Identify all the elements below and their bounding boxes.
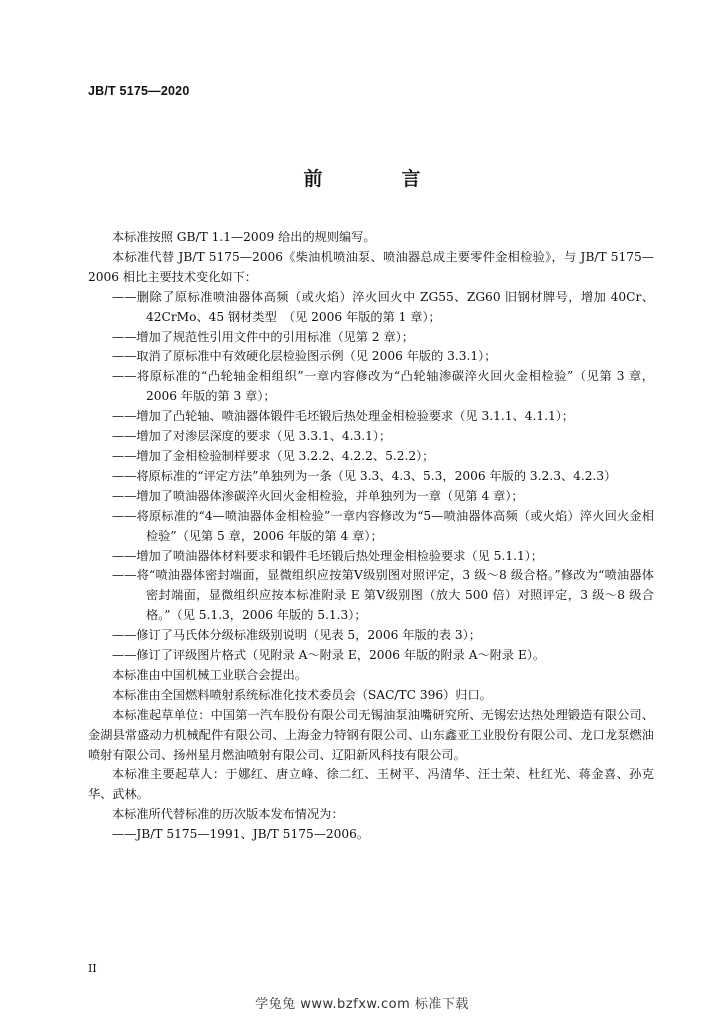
- change-item: ——删除了原标准喷油器体高频（或火焰）淬火回火中 ZG55、ZG60 旧钢材牌号，增加 40Cr、42CrMo、45 钢材类型 （见 2006 年版的第 1 章）；: [112, 289, 654, 324]
- paragraph-under-jurisdiction: 本标准由全国燃料喷射系统标准化技术委员会（SAC/TC 396）归口。: [112, 687, 492, 702]
- site-watermark: 学兔兔 www.bzfxw.com 标准下载: [255, 997, 469, 1012]
- change-item: ——增加了规范性引用文件中的引用标准（见第 2 章）；: [112, 329, 414, 344]
- change-item: ——将原标准的“评定方法”单独列为一条（见 3.3、4.3、5.3，2006 年版的 3.2.3、4.2.3）: [112, 468, 617, 483]
- change-item: ——增加了金相检验制样要求（见 3.2.2、4.2.2、5.2.2）；: [112, 448, 435, 463]
- change-item: ——将原标准的“4—喷油器体金相检验”一章内容修改为“5—喷油器体高频（或火焰）淬火回火金相检验”（见第 5 章，2006 年版的第 4 章）；: [112, 508, 654, 543]
- history-item: ——JB/T 5175—1991、JB/T 5175—2006。: [112, 827, 370, 842]
- foreword-body: [88, 228, 654, 845]
- page-number: II: [88, 962, 97, 975]
- paragraph-proposed-by: 本标准由中国机械工业联合会提出。: [112, 667, 307, 682]
- change-item: ——修订了评级图片格式（见附录 A～附录 E，2006 年版的附录 A～附录 E）。: [112, 648, 546, 663]
- change-item: ——增加了凸轮轴、喷油器体锻件毛坯锻后热处理金相检验要求（见 3.1.1、4.1.1）；: [112, 409, 574, 424]
- paragraph-replaces: 本标准代替 JB/T 5175—2006《柴油机喷油泵、喷油器总成主要零件金相检验》，与 JB/T 5175—2006 相比主要技术变化如下：: [88, 249, 654, 284]
- change-item: ——将原标准的“凸轮轴金相组织”一章内容修改为“凸轮轴渗碳淬火回火金相检验”（见第 3 章，2006 年版的第 3 章）；: [112, 369, 654, 404]
- paragraph-history: 本标准所代替标准的历次版本发布情况为：: [112, 807, 344, 822]
- change-item: ——取消了原标准中有效硬化层检验图示例（见 2006 年版的 3.3.1）；: [112, 349, 497, 364]
- change-item: ——修订了马氏体分级标准级别说明（见表 5，2006 年版的表 3）；: [112, 628, 481, 643]
- paragraph-drafting-rules: 本标准按照 GB/T 1.1—2009 给出的规则编写。: [112, 230, 376, 244]
- page-title: 前 言: [303, 168, 451, 190]
- paragraph-drafting-units: 本标准起草单位：中国第一汽车股份有限公司无锡油泵油嘴研究所、无锡宏达热处理锻造有限公司、金湖县常盛动力机械配件有限公司、上海金力特钢有限公司、山东鑫亚工业股份有限公司、龙口龙泵燃油喷射有限公司、扬州星月燃油喷射有限公司、辽阳新风科技有限公司。: [88, 707, 654, 762]
- change-item: ——增加了对渗层深度的要求（见 3.3.1、4.3.1）；: [112, 429, 392, 444]
- change-item: ——增加了喷油器体材料要求和锻件毛坯锻后热处理金相检验要求（见 5.1.1）；: [112, 548, 543, 563]
- standard-id: JB/T 5175—2020: [88, 84, 190, 98]
- paragraph-drafters: 本标准主要起草人：于娜红、唐立峰、徐二红、王树平、冯清华、汪士荣、杜红光、蒋金喜、孙克华、武林。: [88, 767, 654, 802]
- change-item: ——将“喷油器体密封端面，显微组织应按第Ⅴ级别图对照评定，3 级～8 级合格。”修改为“喷油器体密封端面，显微组织应按本标准附录 E 第Ⅴ级别图（放大 500 倍）对照评定，3 级～8 级合格。”（见 5.1.3，2006 年版的 5.1.3）；: [112, 568, 654, 623]
- change-item: ——增加了喷油器体渗碳淬火回火金相检验，并单独列为一章（见第 4 章）；: [112, 488, 524, 503]
- change-list: [88, 288, 654, 666]
